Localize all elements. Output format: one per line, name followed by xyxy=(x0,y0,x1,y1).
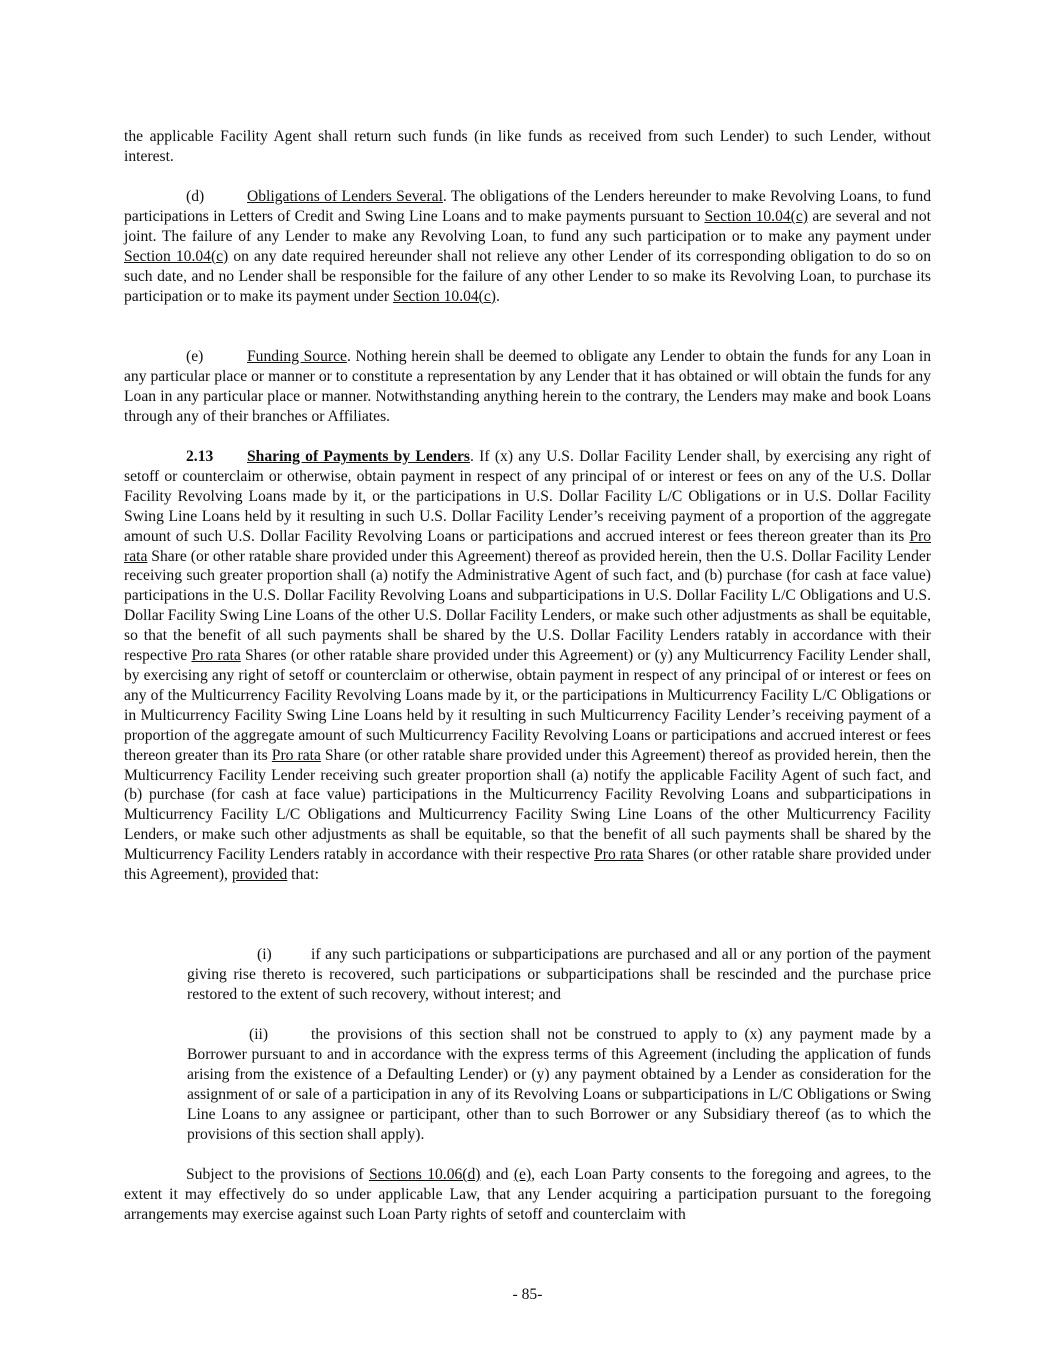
subclause-label: (ii) xyxy=(249,1026,269,1043)
section-2-13: 2.13 Sharing of Payments by Lenders. If (x) any U.S. Dollar Facility Lender shall, by exercising any right of setoff or counterclaim or otherwise, obtain payment in respect of any principal of or interest or fees on any of the U.S. Dollar Facility Revolving Loans made by it, or the participations in U.S. Dollar Facility L/C Obligations or in U.S. Dollar Facility Swing Line Loans held by it resulting in such U.S. Dollar Facility Lender’s receiving payment of a proportion of the aggregate amount of such U.S. Dollar Facility Revolving Loans or participations and accrued interest or fees thereon greater than its Pro rata Share (or other ratable share provided under this Agreement) thereof as provided herein, then the U.S. Dollar Facility Lender receiving such greater proportion shall (a) notify the Administrative Agent of such fact, and (b) purchase (for cash at face value) participations in the U.S. Dollar Facility Revolving Loans and subparticipations in U.S. Dollar Facility L/C Obligations and U.S. Dollar Facility Swing Line Loans of the other U.S. Dollar Facility Lenders, or make such other adjustments as shall be equitable, so that the benefit of all such payments shall be shared by the U.S. Dollar Facility Lenders ratably in accordance with their respective Pro rata Shares (or other ratable share provided under this Agreement) or (y) any Multicurrency Facility Lender shall, by exercising any right of setoff or counterclaim or otherwise, obtain payment in respect of any principal of or interest or fees on any of the Multicurrency Facility Revolving Loans made by it, or the participations in Multicurrency Facility L/C Obligations or in Multicurrency Facility Swing Line Loans held by it resulting in such Multicurrency Facility Lender’s receiving payment of a proportion of the aggregate amount of such Multicurrency Facility Revolving Loans or participations and accrued interest or fees thereon greater than its Pro rata Share (or other ratable share provided under this Agreement) thereof as provided herein, then the Multicurrency Facility Lender receiving such greater proportion shall (a) notify the applicable Facility Agent of such fact, and (b) purchase (for cash at face value) participations in the Multicurrency Facility Revolving Loans and subparticipations in Multicurrency Facility L/C Obligations and Multicurrency Facility Swing Line Loans of the other Multicurrency Facility Lenders, or make such other adjustments as shall be equitable, so that the benefit of all such payments shall be shared by the Multicurrency Facility Lenders ratably in accordance with their respective Pro rata Shares (or other ratable share provided under this Agreement), provided that: xyxy=(124,448,931,884)
clause-title: Funding Source xyxy=(247,348,347,365)
subclause-ii: (ii) the provisions of this section shall not be construed to apply to (x) any payment made by a Borrower pursuant to and in accordance with the express terms of this Agreement (including the application of funds arising from the existence of a Defaulting Lender) or (y) any payment obtained by a Lender as consideration for the assignment of or sale of a participation in any of its Revolving Loans or subparticipations in L/C Obligations or Swing Line Loans to any assignee or participant, other than to such Borrower or any Subsidiary thereof (as to which the provisions of this section shall apply). xyxy=(187,1026,931,1143)
clause-label: (d) xyxy=(186,188,205,205)
section-reference: Sections 10.06(d) xyxy=(368,1166,481,1183)
subclause-i: (i) if any such participations or subparticipations are purchased and all or any portion of the payment giving rise thereto is recovered, such participations or subparticipations shall be rescinded and the purchase price restored to the extent of such recovery, without interest; and xyxy=(187,946,931,1003)
defined-term: Pro rata xyxy=(124,527,931,565)
section-reference: (e) xyxy=(513,1166,532,1183)
clause-title: Obligations of Lenders Several xyxy=(247,188,443,205)
clause-label: (e) xyxy=(186,348,204,365)
paragraph-continuation: the applicable Facility Agent shall return such funds (in like funds as received from such Lender) to such Lender, without interest. xyxy=(124,128,931,165)
defined-term: Pro rata xyxy=(594,846,644,864)
subclause-label: (i) xyxy=(257,946,272,963)
paragraph-subject-to: Subject to the provisions of Sections 10.06(d) and (e), each Loan Party consents to the foregoing and agrees, to the extent it may effectively do so under applicable Law, that any Lender acquiring a participation pursuant to the foregoing arrangements may exercise against such Loan Party rights of setoff and counterclaim with xyxy=(124,1166,931,1223)
paragraph-e: (e) Funding Source. Nothing herein shall be deemed to obligate any Lender to obtain the funds for any Loan in any particular place or manner or to constitute a representation by any Lender that it has obtained or will obtain the funds for any Loan in any particular place or manner. Notwithstanding anything herein to the contrary, the Lenders may make and book Loans through any of their branches or Affiliates. xyxy=(124,348,932,425)
defined-term: Pro rata xyxy=(191,647,241,665)
section-reference: Section 10.04(c) xyxy=(124,247,229,265)
paragraph-d: (d) Obligations of Lenders Several. The obligations of the Lenders hereunder to make Revolving Loans, to fund participations in Letters of Credit and Swing Line Loans and to make payments pursuant to Section 10.04(c) are several and not joint. The failure of any Lender to make any Revolving Loan, to fund any such participation or to make any payment under Section 10.04(c) on any date required hereunder shall not relieve any other Lender of its corresponding obligation to do so on such date, and no Lender shall be responsible for the failure of any other Lender to so make its Revolving Loan, to purchase its participation or to make its payment under Section 10.04(c). xyxy=(124,188,931,305)
section-number: 2.13 xyxy=(186,448,214,465)
page-number: - 85- xyxy=(512,1286,543,1303)
provided-term: provided xyxy=(231,866,288,884)
defined-term: Pro rata xyxy=(271,746,321,764)
section-title: Sharing of Payments by Lenders xyxy=(247,448,470,465)
section-reference: Section 10.04(c) xyxy=(392,287,496,305)
section-reference: Section 10.04(c) xyxy=(704,207,808,225)
